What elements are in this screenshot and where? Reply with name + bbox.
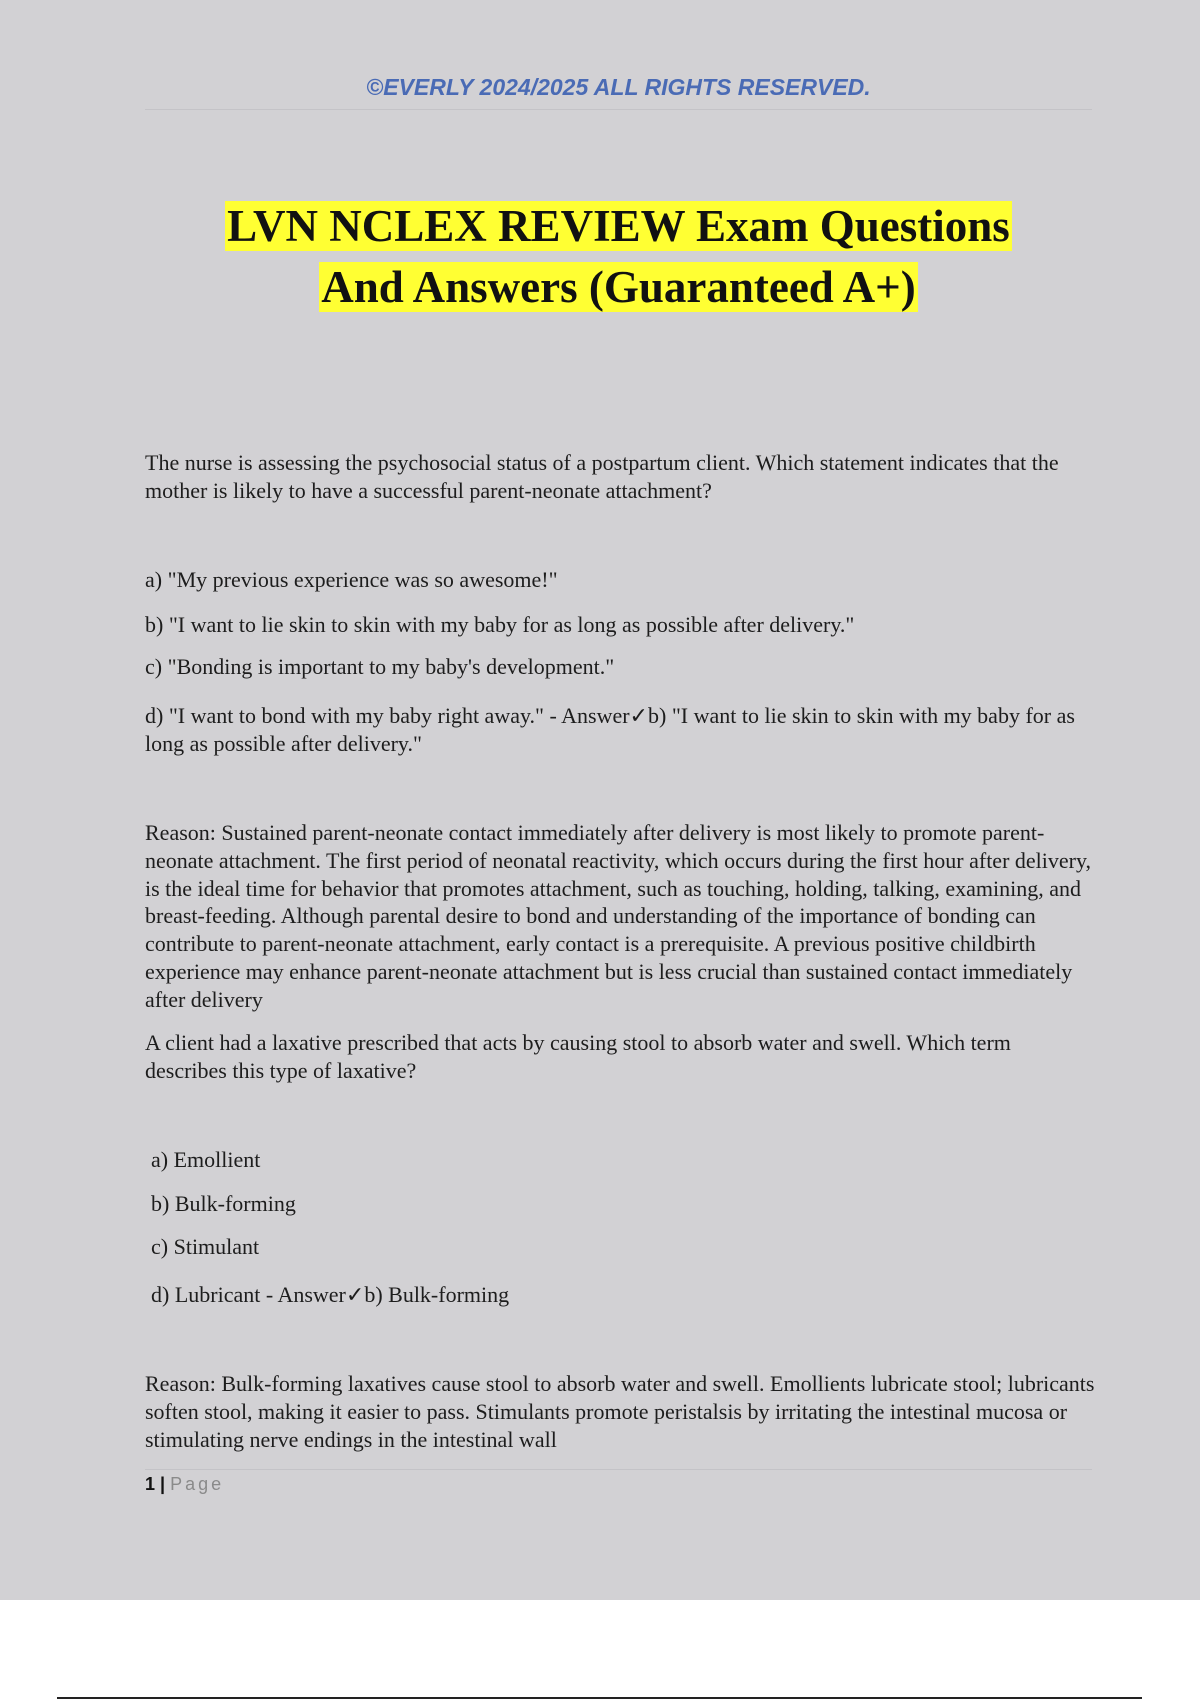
title-line-1: LVN NCLEX REVIEW Exam Questions bbox=[227, 201, 1010, 251]
question-2-stem: A client had a laxative prescribed that acts by causing stool to absorb water and swell. Which term describes this type of laxative? bbox=[145, 1030, 1011, 1083]
header-divider bbox=[145, 109, 1092, 110]
question-1-option-d-answer: d) "I want to bond with my baby right away." - Answer✓b) "I want to lie skin to skin with my baby for as long as possible after delivery." bbox=[145, 703, 1075, 756]
page-footer bbox=[145, 1474, 224, 1495]
footer-divider bbox=[145, 1469, 1092, 1470]
title-line-2: And Answers (Guaranteed A+) bbox=[321, 262, 916, 312]
document-title bbox=[145, 196, 1092, 318]
question-1-reason: Reason: Sustained parent-neonate contact immediately after delivery is most likely to promote parent-neonate attachment. The first period of neonatal reactivity, which occurs during the first hour after delivery, is the ideal time for behavior that promotes attachment, such as touching, holding, talking, examining, and breast-feeding. Although parental desire to bond and understanding of the importance of bonding can contribute to parent-neonate attachment, early contact is a prerequisite. A previous positive childbirth experience may enhance parent-neonate attachment but is less crucial than sustained contact immediately after delivery bbox=[145, 820, 1092, 1012]
question-2-option-b: b) Bulk-forming bbox=[151, 1191, 296, 1216]
question-2-reason: Reason: Bulk-forming laxatives cause stool to absorb water and swell. Emollients lubricate stool; lubricants soften stool, making it easier to pass. Stimulants promote peristalsis by irritating the intestinal mucosa or stimulating nerve endings in the intestinal wall bbox=[145, 1371, 1095, 1452]
page-number: 1 bbox=[145, 1474, 156, 1494]
copyright-header: ©EVERLY 2024/2025 ALL RIGHTS RESERVED. bbox=[366, 74, 871, 100]
question-1-option-a: a) "My previous experience was so awesome!" bbox=[145, 567, 558, 592]
bottom-divider bbox=[57, 1697, 1142, 1699]
question-1-option-c: c) "Bonding is important to my baby's development." bbox=[145, 654, 615, 679]
page-label: Page bbox=[170, 1474, 225, 1494]
question-2-option-d-answer: d) Lubricant - Answer✓b) Bulk-forming bbox=[151, 1282, 510, 1307]
page-separator: | bbox=[160, 1474, 166, 1494]
question-1-stem: The nurse is assessing the psychosocial status of a postpartum client. Which statement indicates that the mother is likely to have a successful parent-neonate attachment? bbox=[145, 450, 1059, 503]
question-2-option-a: a) Emollient bbox=[151, 1147, 261, 1172]
question-2-option-c: c) Stimulant bbox=[151, 1234, 260, 1259]
question-1-option-b: b) "I want to lie skin to skin with my baby for as long as possible after delivery." bbox=[145, 612, 855, 637]
